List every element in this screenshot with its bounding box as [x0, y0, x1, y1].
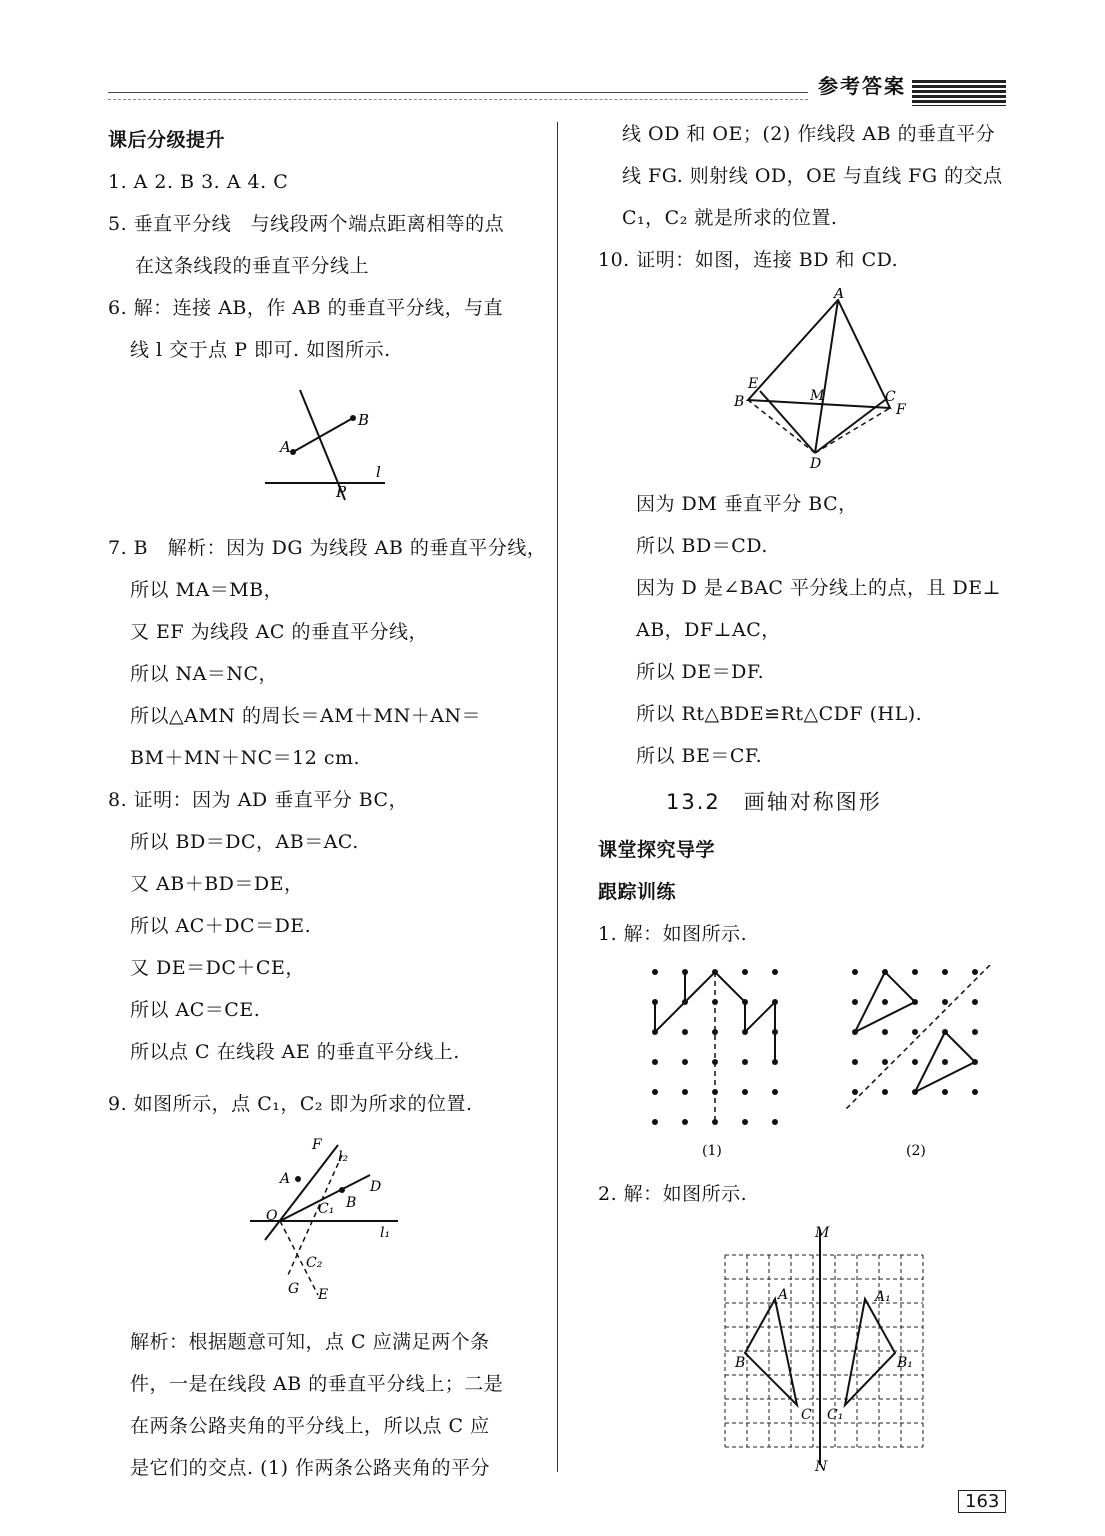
- right-column-line: 10. 证明：如图，连接 BD 和 CD.: [598, 249, 899, 271]
- left-column-line: 6. 解：连接 AB，作 AB 的垂直平分线，与直: [108, 297, 504, 319]
- right-column-line: 线 FG. 则射线 OD，OE 与直线 FG 的交点: [622, 165, 1003, 187]
- right-column-line: 13.2 画轴对称图形: [666, 790, 882, 814]
- right-column-line: 所以 BE＝CF.: [636, 745, 763, 767]
- left-column-line: 线 l 交于点 P 即可. 如图所示.: [130, 339, 391, 361]
- left-column-line: 所以 MA＝MB，: [130, 579, 284, 601]
- left-column-line: 又 EF 为线段 AC 的垂直平分线，: [130, 621, 428, 643]
- left-column-line: 5. 垂直平分线 与线段两个端点距离相等的点: [108, 213, 505, 235]
- grid-dot: [912, 1029, 918, 1035]
- fig6-label-p: P: [336, 483, 347, 501]
- grid-dot: [682, 1059, 688, 1065]
- fig6-label-l: l: [376, 463, 381, 481]
- fig9-label-a: A: [280, 1171, 291, 1187]
- fig9-label-b: B: [346, 1195, 357, 1211]
- right-column-line: AB，DF⊥AC，: [636, 619, 781, 641]
- fig6-label-b: B: [358, 411, 370, 429]
- grid-dot: [772, 1119, 778, 1125]
- left-column-line: 又 DE＝DC＋CE，: [130, 957, 305, 979]
- right-column-line: 所以 DE＝DF.: [636, 661, 765, 683]
- q2-label-c1: C₁: [827, 1407, 844, 1423]
- left-column-line: 1. A 2. B 3. A 4. C: [108, 171, 289, 193]
- grid-dot: [742, 1059, 748, 1065]
- grid-dot: [882, 999, 888, 1005]
- grid-dot: [852, 1059, 858, 1065]
- grid-dot: [942, 1059, 948, 1065]
- fig10-label-a: A: [834, 288, 845, 302]
- fig9-label-f: F: [312, 1137, 322, 1153]
- grid-dot: [942, 999, 948, 1005]
- q2-label-n: N: [815, 1459, 828, 1475]
- grid-dot: [972, 1089, 978, 1095]
- left-column-line: 在两条公路夹角的平分线上，所以点 C 应: [130, 1415, 490, 1437]
- figure-q2: [715, 1225, 930, 1475]
- grid-dot: [942, 969, 948, 975]
- fig9-label-o: O: [266, 1208, 278, 1224]
- grid-dot: [882, 1089, 888, 1095]
- fig10-label-e: E: [748, 376, 759, 392]
- grid-dot: [972, 999, 978, 1005]
- figure-q9: [250, 1135, 410, 1305]
- q2-label-b: B: [735, 1355, 746, 1371]
- left-column-line: 在这条线段的垂直平分线上: [135, 255, 370, 277]
- header-rule: [108, 92, 808, 100]
- right-column-line: 所以 BD＝CD.: [636, 535, 768, 557]
- page-number: 163: [958, 1490, 1006, 1513]
- figure-q10: [730, 288, 910, 470]
- grid-dot: [882, 1059, 888, 1065]
- left-column-line: 所以 AC＝CE.: [130, 999, 261, 1021]
- grid-dot: [652, 969, 658, 975]
- right-column-line: 跟踪训练: [598, 881, 677, 903]
- grid-dot: [772, 969, 778, 975]
- left-column-line: 7. B 解析：因为 DG 为线段 AB 的垂直平分线，: [108, 537, 547, 559]
- fig9-label-d: D: [370, 1179, 382, 1195]
- right-column-line: 线 OD 和 OE；(2) 作线段 AB 的垂直平分: [622, 123, 996, 145]
- right-column-line: 2. 解：如图所示.: [598, 1183, 748, 1205]
- q2-label-a: A: [778, 1287, 789, 1303]
- grid-dot: [652, 1089, 658, 1095]
- left-column-line: 所以 NA＝NC，: [130, 663, 279, 685]
- left-column-line: 所以△AMN 的周长＝AM＋MN＋AN＝: [130, 705, 482, 727]
- fig9-label-g: G: [288, 1281, 300, 1297]
- fig9-label-l1: l₁: [380, 1225, 391, 1241]
- grid-dot: [682, 1089, 688, 1095]
- column-divider: [557, 122, 558, 1472]
- grid-dot: [942, 1089, 948, 1095]
- header-stripe: [912, 80, 1006, 106]
- left-column-line: 解析：根据题意可知，点 C 应满足两个条: [130, 1331, 490, 1353]
- q2-label-b1: B₁: [897, 1355, 913, 1371]
- grid-dot: [742, 969, 748, 975]
- grid-dot: [682, 1029, 688, 1035]
- right-column-line: 1. 解：如图所示.: [598, 923, 748, 945]
- fig10-label-c: C: [885, 389, 896, 405]
- left-column-line: 9. 如图所示，点 C₁，C₂ 即为所求的位置.: [108, 1093, 473, 1115]
- q2-label-m: M: [815, 1225, 830, 1241]
- grid-dot: [852, 969, 858, 975]
- grid-dot: [772, 1089, 778, 1095]
- left-column-line: 又 AB＋BD＝DE，: [130, 873, 304, 895]
- right-column-line: C₁，C₂ 就是所求的位置.: [622, 207, 838, 229]
- left-column-line: 所以 BD＝DC，AB＝AC.: [130, 831, 359, 853]
- left-column-line: 8. 证明：因为 AD 垂直平分 BC，: [108, 789, 409, 811]
- figure-q6: [260, 385, 400, 510]
- fig10-label-m: M: [810, 388, 825, 404]
- fig9-label-l2: l₂: [338, 1149, 349, 1165]
- left-column-line: 是它们的交点. (1) 作两条公路夹角的平分: [130, 1457, 491, 1479]
- left-column-line: 课后分级提升: [108, 129, 226, 151]
- fig10-label-b: B: [734, 394, 745, 410]
- grid-dot: [682, 1119, 688, 1125]
- fig10-label-f: F: [896, 402, 906, 418]
- figure-q1-grids: [640, 965, 1010, 1165]
- fig9-label-e: E: [318, 1287, 329, 1303]
- grid-dot: [652, 1119, 658, 1125]
- grid-dot: [852, 999, 858, 1005]
- grid-dot: [912, 1059, 918, 1065]
- right-column-line: 课堂探究导学: [598, 839, 716, 861]
- grid-dot: [972, 1029, 978, 1035]
- fig9-label-c2: C₂: [306, 1255, 323, 1271]
- q2-label-a1: A₁: [875, 1289, 891, 1305]
- right-column-line: 所以 Rt△BDE≌Rt△CDF (HL).: [636, 703, 923, 725]
- left-column-line: 所以 AC＋DC＝DE.: [130, 915, 312, 937]
- q2-label-c: C: [801, 1407, 812, 1423]
- grid-caption-2: (2): [906, 1143, 926, 1159]
- left-column-line: BM＋MN＋NC＝12 cm.: [130, 747, 361, 769]
- header-title: 参考答案: [818, 74, 906, 98]
- fig6-label-a: A: [280, 438, 291, 456]
- right-column-line: 因为 DM 垂直平分 BC，: [636, 493, 858, 515]
- grid-dot: [882, 1029, 888, 1035]
- fig9-label-c1: C₁: [318, 1201, 335, 1217]
- grid-dot: [742, 1089, 748, 1095]
- left-column-line: 所以点 C 在线段 AE 的垂直平分线上.: [130, 1041, 460, 1063]
- grid-caption-1: (1): [702, 1143, 722, 1159]
- grid-dot: [852, 1089, 858, 1095]
- grid-dot: [972, 969, 978, 975]
- fig10-label-d: D: [810, 456, 822, 470]
- left-column-line: 件，一是在线段 AB 的垂直平分线上；二是: [130, 1373, 504, 1395]
- grid-dot: [912, 969, 918, 975]
- grid-dot: [742, 1119, 748, 1125]
- right-column-line: 因为 D 是∠BAC 平分线上的点，且 DE⊥: [636, 577, 1002, 599]
- grid-dot: [652, 1059, 658, 1065]
